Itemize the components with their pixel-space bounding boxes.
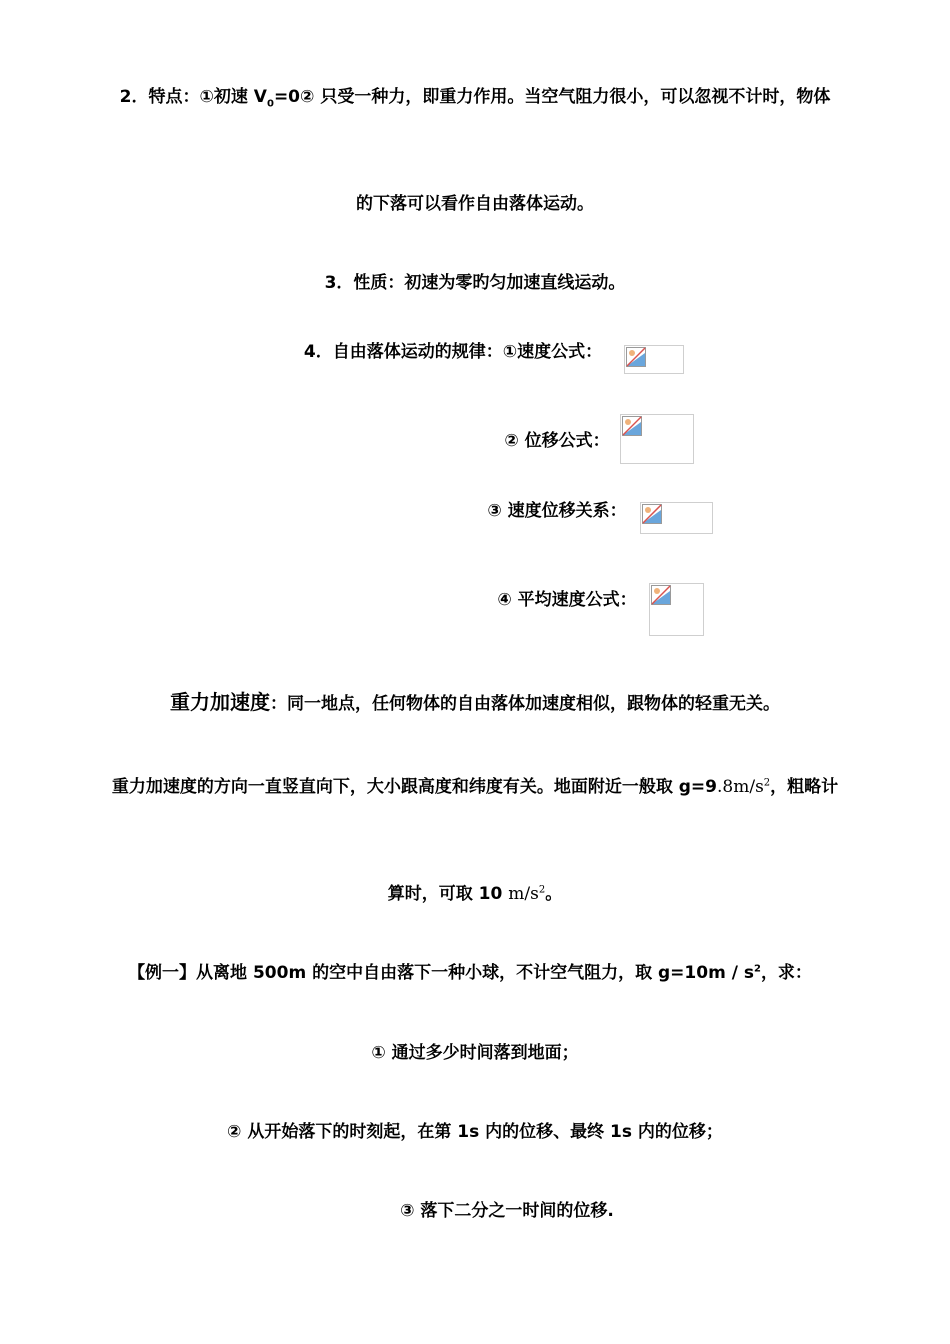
gravity-text-e: 。 [545, 884, 563, 904]
displacement-label: ② 位移公式： [504, 431, 610, 451]
example-title [0, 962, 945, 984]
average-velocity-formula-image [649, 583, 704, 636]
feature-line-1 [0, 86, 950, 108]
gravity-unit: m/s [508, 884, 539, 904]
gravity-text-a: 重力加速度的方向一直竖直向下，大小跟高度和纬度有关。地面附近一般取 g=9 [111, 777, 717, 797]
gravity-value-unit: .8m/s [717, 777, 764, 797]
superscript-two: 2 [753, 963, 761, 975]
property-line: 3．性质：初速为零旳匀加速直线运动。 [324, 273, 626, 293]
velocity-displacement-label: ③ 速度位移关系： [487, 501, 627, 521]
gravity-definition [0, 691, 950, 715]
gravity-heading: 重力加速度 [170, 690, 270, 714]
feature-text-b: =0② 只受一种力，即重力作用。当空气阻力很小，可以忽视不计时，物体 [273, 87, 831, 107]
feature-text-a: 2．特点：①初速 V [119, 87, 267, 107]
broken-image-icon [651, 585, 671, 605]
gravity-definition-text: ：同一地点，任何物体的自由落体加速度相似，跟物体的轻重无关。 [270, 694, 780, 714]
superscript-two: 2 [538, 884, 546, 896]
law-title: 4．自由落体运动的规律：①速度公式： [303, 342, 603, 362]
gravity-direction-line-2 [0, 883, 950, 905]
gravity-text-d: 算时，可取 10 [387, 884, 509, 904]
example-title-text: 【例一】从离地 500m 的空中自由落下一种小球，不计空气阻力，取 g=10m / s [128, 963, 754, 983]
example-question-2: ② 从开始落下的时刻起，在第 1s 内的位移、最终 1s 内的位移； [227, 1122, 723, 1142]
velocity-displacement-formula-image [640, 502, 713, 534]
broken-image-icon [622, 416, 642, 436]
gravity-direction-line-1 [0, 776, 950, 798]
velocity-formula-image [624, 345, 684, 374]
feature-line-2: 的下落可以看作自由落体运动。 [356, 194, 594, 214]
broken-image-icon [626, 347, 646, 367]
average-velocity-label: ④ 平均速度公式： [497, 590, 637, 610]
superscript-two: 2 [763, 777, 771, 789]
displacement-formula-image [620, 414, 694, 464]
example-question-1: ① 通过多少时间落到地面； [371, 1043, 579, 1063]
gravity-text-c: ，粗略计 [770, 777, 839, 797]
example-title-end: ，求： [760, 963, 812, 983]
subscript-zero: 0 [266, 98, 274, 110]
broken-image-icon [642, 504, 662, 524]
example-question-3: ③ 落下二分之一时间的位移. [400, 1201, 614, 1221]
